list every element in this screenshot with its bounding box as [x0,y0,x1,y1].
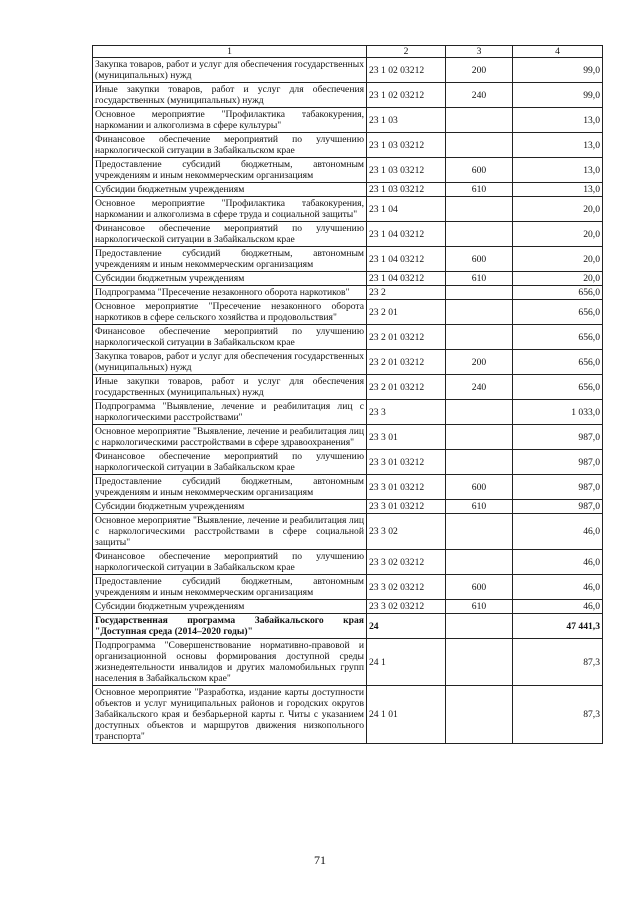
row-name-cell: Иные закупки товаров, работ и услуг для обеспечения государственных (муниципальных) нужд [93,375,367,400]
column-header-type: 3 [446,46,513,58]
table-row [93,686,603,744]
table-row [93,133,603,158]
row-amount-cell: 46,0 [513,600,603,614]
column-header-code: 2 [367,46,446,58]
row-name-cell: Предоставление субсидий бюджетным, автономным учреждениям и иным некоммерческим организациям [93,475,367,500]
row-amount-cell: 656,0 [513,325,603,350]
table-row [93,375,603,400]
table-row [93,158,603,183]
row-amount-cell: 656,0 [513,286,603,300]
row-type-cell: 600 [446,158,513,183]
row-name-cell: Основное мероприятие "Профилактика табакокурения, наркомании и алкоголизма в сфере культуры" [93,108,367,133]
row-code-cell: 23 1 02 03212 [367,83,446,108]
table-row [93,83,603,108]
row-name-cell: Финансовое обеспечение мероприятий по улучшению наркологической ситуации в Забайкальском крае [93,550,367,575]
row-amount-cell: 46,0 [513,514,603,550]
table-row [93,614,603,639]
row-amount-cell: 46,0 [513,575,603,600]
row-code-cell: 23 2 01 [367,300,446,325]
row-type-cell: 240 [446,375,513,400]
row-amount-cell: 99,0 [513,58,603,83]
row-code-cell: 23 1 03 03212 [367,158,446,183]
row-amount-cell: 20,0 [513,272,603,286]
row-code-cell: 23 1 02 03212 [367,58,446,83]
row-type-cell [446,325,513,350]
row-amount-cell: 87,3 [513,686,603,744]
row-name-cell: Основное мероприятие "Пресечение незаконного оборота наркотиков в сфере сельского хозяйства и продовольствия" [93,300,367,325]
row-amount-cell: 987,0 [513,450,603,475]
row-type-cell [446,550,513,575]
row-amount-cell: 87,3 [513,639,603,686]
row-code-cell: 23 1 03 [367,108,446,133]
row-name-cell: Предоставление субсидий бюджетным, автономным учреждениям и иным некоммерческим организациям [93,247,367,272]
row-amount-cell: 20,0 [513,247,603,272]
row-code-cell: 23 3 02 03212 [367,550,446,575]
row-type-cell: 610 [446,183,513,197]
row-type-cell [446,286,513,300]
row-code-cell: 23 1 04 [367,197,446,222]
row-type-cell [446,514,513,550]
row-code-cell: 23 1 04 03212 [367,272,446,286]
row-name-cell: Финансовое обеспечение мероприятий по улучшению наркологической ситуации в Забайкальском крае [93,222,367,247]
row-code-cell: 23 2 [367,286,446,300]
row-type-cell [446,614,513,639]
row-amount-cell: 987,0 [513,425,603,450]
row-name-cell: Субсидии бюджетным учреждениям [93,500,367,514]
row-amount-cell: 99,0 [513,83,603,108]
row-name-cell: Основное мероприятие "Разработка, издание карты доступности объектов и услуг муниципальных районов и городских округов Забайкальского края и безбарьерной карты г. Читы с указанием доступных объектов и маршрутов движения низкопольного транспорта" [93,686,367,744]
table-row [93,197,603,222]
table-row [93,639,603,686]
row-type-cell: 200 [446,58,513,83]
row-type-cell [446,300,513,325]
row-code-cell: 23 3 01 03212 [367,500,446,514]
row-name-cell: Субсидии бюджетным учреждениям [93,272,367,286]
table-row [93,272,603,286]
row-code-cell: 23 3 01 [367,425,446,450]
row-code-cell: 23 2 01 03212 [367,375,446,400]
row-code-cell: 23 3 02 03212 [367,575,446,600]
row-type-cell: 240 [446,83,513,108]
row-type-cell: 610 [446,500,513,514]
table-body [93,58,603,744]
table-row [93,58,603,83]
table-row [93,425,603,450]
row-name-cell: Субсидии бюджетным учреждениям [93,600,367,614]
row-code-cell: 23 3 01 03212 [367,475,446,500]
row-type-cell [446,639,513,686]
row-code-cell: 23 3 01 03212 [367,450,446,475]
row-code-cell: 23 1 03 03212 [367,133,446,158]
row-amount-cell: 656,0 [513,300,603,325]
row-amount-cell: 13,0 [513,133,603,158]
row-code-cell: 23 3 02 [367,514,446,550]
row-type-cell [446,133,513,158]
row-amount-cell: 13,0 [513,158,603,183]
row-code-cell: 24 [367,614,446,639]
row-code-cell: 24 1 01 [367,686,446,744]
row-name-cell: Финансовое обеспечение мероприятий по улучшению наркологической ситуации в Забайкальском крае [93,325,367,350]
table-row [93,108,603,133]
row-type-cell [446,222,513,247]
row-amount-cell: 656,0 [513,375,603,400]
row-name-cell: Основное мероприятие "Профилактика табакокурения, наркомании и алкоголизма в сфере труда и социальной защиты" [93,197,367,222]
row-name-cell: Предоставление субсидий бюджетным, автономным учреждениям и иным некоммерческим организациям [93,575,367,600]
row-amount-cell: 987,0 [513,500,603,514]
budget-table [92,45,603,744]
table-row [93,325,603,350]
row-type-cell: 610 [446,272,513,286]
row-type-cell [446,197,513,222]
row-amount-cell: 13,0 [513,183,603,197]
table-row [93,350,603,375]
row-amount-cell: 20,0 [513,222,603,247]
row-name-cell: Основное мероприятие "Выявление, лечение и реабилитация лиц с наркологическими расстройствами в сфере социальной защиты" [93,514,367,550]
page-number: 71 [314,853,326,867]
row-type-cell: 600 [446,475,513,500]
row-code-cell: 23 1 04 03212 [367,222,446,247]
row-amount-cell: 46,0 [513,550,603,575]
table-row [93,514,603,550]
row-code-cell: 23 2 01 03212 [367,350,446,375]
row-name-cell: Подпрограмма "Выявление, лечение и реабилитация лиц с наркологическими расстройствами" [93,400,367,425]
row-amount-cell: 1 033,0 [513,400,603,425]
row-amount-cell: 656,0 [513,350,603,375]
row-name-cell: Закупка товаров, работ и услуг для обеспечения государственных (муниципальных) нужд [93,58,367,83]
table-row [93,400,603,425]
row-type-cell: 200 [446,350,513,375]
row-amount-cell: 987,0 [513,475,603,500]
table-row [93,183,603,197]
row-type-cell: 600 [446,575,513,600]
table-row [93,600,603,614]
row-type-cell [446,108,513,133]
table-row [93,222,603,247]
row-type-cell: 600 [446,247,513,272]
row-name-cell: Подпрограмма "Пресечение незаконного оборота наркотиков" [93,286,367,300]
row-code-cell: 23 1 04 03212 [367,247,446,272]
row-name-cell: Финансовое обеспечение мероприятий по улучшению наркологической ситуации в Забайкальском крае [93,450,367,475]
row-amount-cell: 20,0 [513,197,603,222]
row-code-cell: 24 1 [367,639,446,686]
row-name-cell: Основное мероприятие "Выявление, лечение и реабилитация лиц с наркологическими расстройствами в сфере здравоохранения" [93,425,367,450]
row-name-cell: Государственная программа Забайкальского края "Доступная среда (2014–2020 годы)" [93,614,367,639]
table-row [93,450,603,475]
row-type-cell: 610 [446,600,513,614]
table-row [93,550,603,575]
row-name-cell: Субсидии бюджетным учреждениям [93,183,367,197]
row-name-cell: Закупка товаров, работ и услуг для обеспечения государственных (муниципальных) нужд [93,350,367,375]
column-header-name: 1 [93,46,367,58]
row-name-cell: Иные закупки товаров, работ и услуг для обеспечения государственных (муниципальных) нужд [93,83,367,108]
row-name-cell: Финансовое обеспечение мероприятий по улучшению наркологической ситуации в Забайкальском крае [93,133,367,158]
row-type-cell [446,425,513,450]
table-row [93,286,603,300]
table-row [93,500,603,514]
row-name-cell: Подпрограмма "Совершенствование нормативно-правовой и организационной основы формирования доступной среды жизнедеятельности инвалидов и других маломобильных групп населения в Забайкальском крае" [93,639,367,686]
table-header-row [93,46,603,58]
row-code-cell: 23 1 03 03212 [367,183,446,197]
row-type-cell [446,686,513,744]
column-header-amount: 4 [513,46,603,58]
table-row [93,300,603,325]
row-amount-cell: 47 441,3 [513,614,603,639]
row-name-cell: Предоставление субсидий бюджетным, автономным учреждениям и иным некоммерческим организациям [93,158,367,183]
table-row [93,575,603,600]
row-amount-cell: 13,0 [513,108,603,133]
row-code-cell: 23 2 01 03212 [367,325,446,350]
row-code-cell: 23 3 02 03212 [367,600,446,614]
row-type-cell [446,450,513,475]
table-row [93,247,603,272]
row-code-cell: 23 3 [367,400,446,425]
table-row [93,475,603,500]
row-type-cell [446,400,513,425]
